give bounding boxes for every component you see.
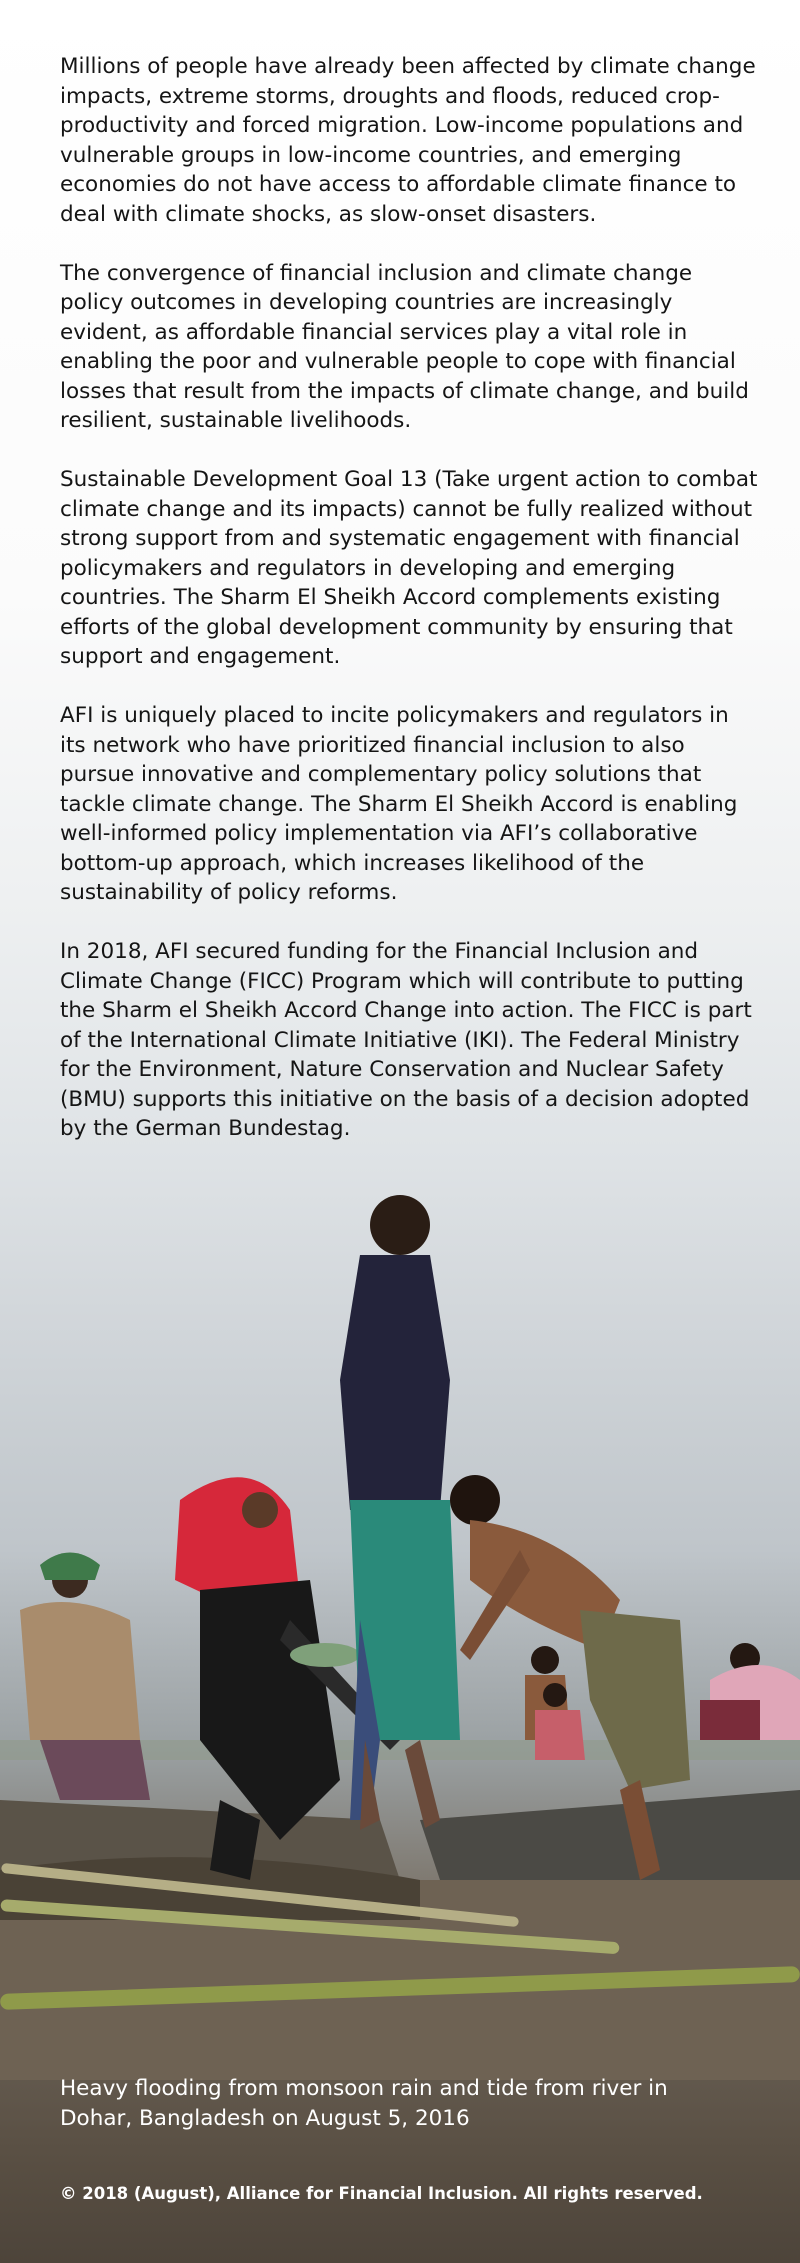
person-pink-scarf [700,1643,800,1740]
flood-photo-illustration [0,1180,800,2080]
copyright-notice: © 2018 (August), Alliance for Financial Inclusion. All rights reserved. [60,2184,703,2203]
photo-caption: Heavy flooding from monsoon rain and tide from river in Dohar, Bangladesh on August 5, 2016 [60,2076,668,2131]
paragraph-climate-impacts: Millions of people have already been affected by climate change impacts, extreme storms, droughts and floods, reduced crop-productivity and forced migration. Low-income populations and vulnerable groups in low-income countries, and emerging economies do not have access to affordable climate finance to deal with climate shocks, as slow-onset disasters. [60,54,756,227]
paragraph-convergence: The convergence of financial inclusion and climate change policy outcomes in developing countries are increasingly evident, as affordable financial services play a vital role in enabling the poor and vulnerable people to cope with financial losses that result from the impacts of climate change, and build resilient, sustainable livelihoods. [60,260,749,433]
flood-photo [0,1180,800,2080]
body-text [60,52,760,1173]
person-standing-boy [340,1195,460,1830]
paragraph-afi-role: AFI is uniquely placed to incite policymakers and regulators in its network who have prioritized financial inclusion to also pursue innovative and complementary policy solutions that tackle climate change. The Sharm El Sheikh Accord is enabling well-informed policy implementation via AFI’s collaborative bottom-up approach, which increases likelihood of the sustainability of policy reforms. [60,703,738,905]
person-squatting [20,1553,150,1801]
boat [420,1790,800,1880]
paragraph-ficc-program: In 2018, AFI secured funding for the Financial Inclusion and Climate Change (FICC) Program which will contribute to putting the Sharm el Sheikh Accord Change into action. The FICC is part of the International Climate Initiative (IKI). The Federal Ministry for the Environment, Nature Conservation and Nuclear Safety (BMU) supports this initiative on the basis of a decision adopted by the German Bundestag. [60,939,752,1141]
paragraph-sdg13: Sustainable Development Goal 13 (Take urgent action to combat climate change and its impacts) cannot be fully realized without strong support from and systematic engagement with financial policymakers and regulators in developing and emerging countries. The Sharm El Sheikh Accord complements existing efforts of the global development community by ensuring that support and engagement. [60,467,758,669]
